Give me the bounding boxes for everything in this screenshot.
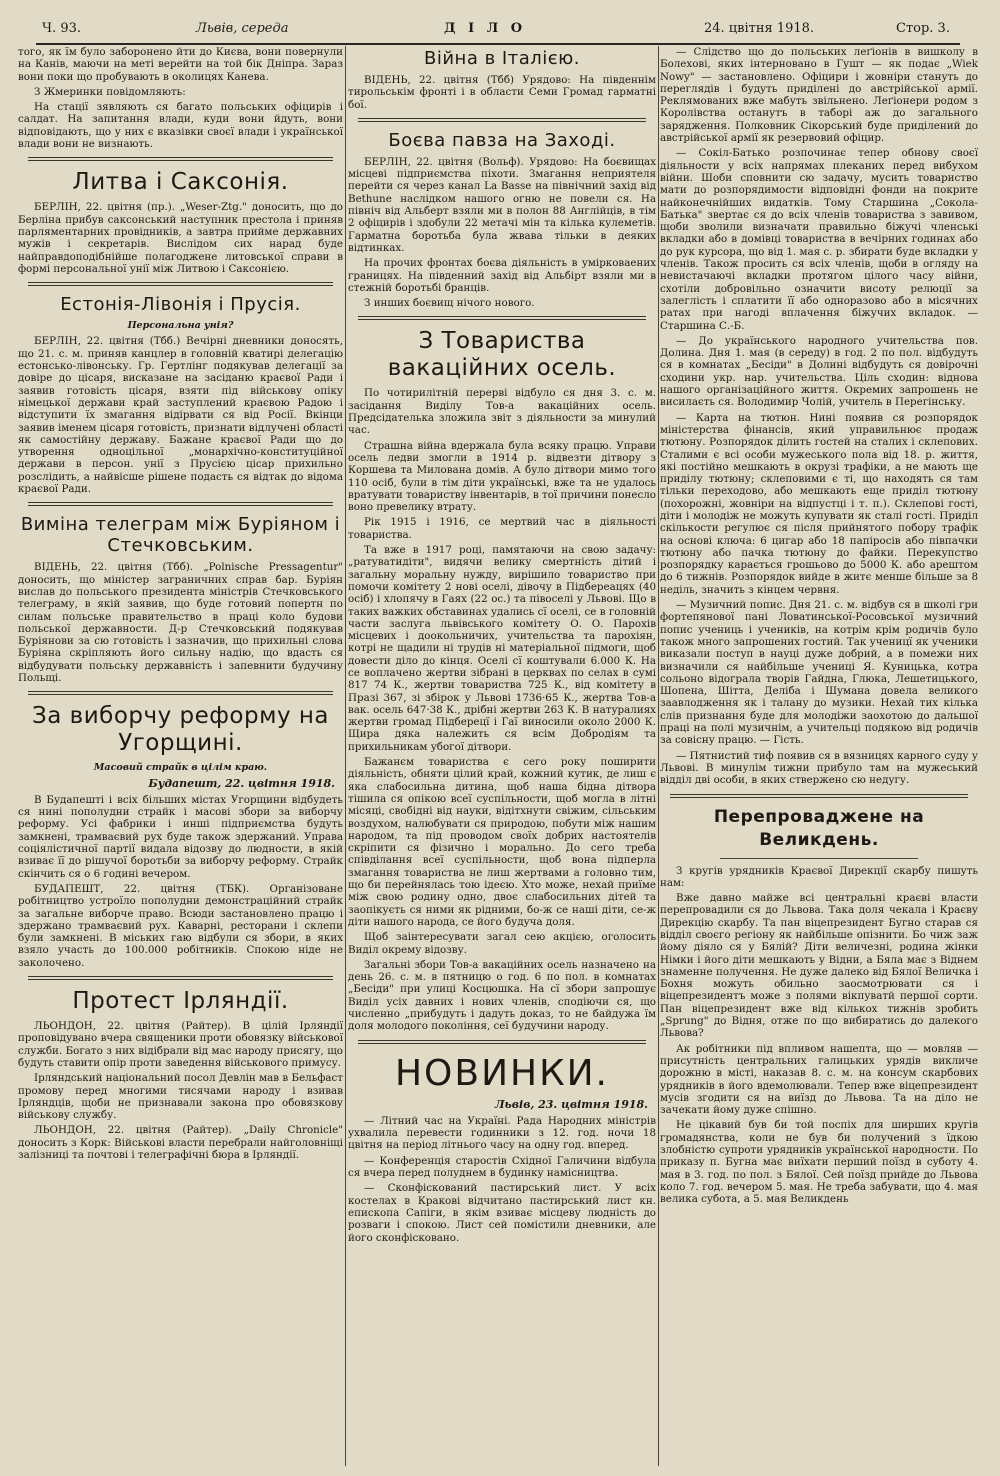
separator: [28, 282, 333, 286]
separator: [28, 502, 333, 506]
article-text: З Жмеринки повідомляють:: [34, 85, 186, 98]
news-item: — Конференція старостів Східної Галичини відбула ся вчера перед полуднем в будинку намісництва.: [348, 1154, 656, 1180]
masthead: [36, 17, 960, 45]
dateline: Львів, 23. цвітня 1918.: [494, 1097, 648, 1111]
column-rule: [658, 46, 659, 1466]
news-item: — Сконфіскований пастирський лист. У всіх костелах в Кракові відчитано пастирський лист кн. епископа Сапіги, в якім взиває місцеву людність до розваги і спокою. Лист сей помістили дневники, але його сконфісковано.: [348, 1182, 656, 1244]
news-item: — Музичний попис. Дня 21. с. м. відбув ся в школі гри фортепянової пані Ловатинської-Росовської музичний попис учениць і учеників, на котрім крім родичів було також много запрошених гостий. Так ученицї як ученики виказали поступ в науці дуже добрий, а в помежи них визначили ся найбільше учениці Я. Куницька, котра сольоно відограла творів Гайдна, Глюка, Лешетицького, Шопена, Шітта, Деліба і Шумана довела великого заавлодження як і талану до музики. Нехай тих кілька слів признання буде для молодіжи заохотою до дальшої праці на полі музичнім, а учительці подякою від родичів за совісну працю. — Гість.: [660, 599, 978, 747]
news-item: — Літний час на Україні. Рада Народних міністрів ухвалила перевести годинники з 12. год. ночи 18 цвітня на період літнього часу на одну год. вперед.: [348, 1114, 656, 1152]
separator: [358, 118, 646, 122]
article-text: Ірляндський національний посол Девлін мав в Бельфаст промову перед многими тисячами народу і взивав Ірляндців, щоби не признавали закона про обовязкову військову службу.: [18, 1072, 343, 1122]
article-text: того, як їм було заборонено йти до Києва, вони повернули на Канів, маючи на меті верейти на той бік Дніпра. Зараз вони поки що пробувають в околицях Канева.: [18, 46, 343, 83]
news-item: — Пятнистий тиф появив ся в вязницях карного суду у Львові. В минулім тижни прибуло там на мужеський відділ дві особи, в яких ствержено сю недугу.: [660, 749, 978, 787]
subheadline: Персональна унія?: [127, 320, 234, 332]
separator: [28, 157, 333, 161]
article-text: БЕРЛІН, 22. цвітня (Вольф). Урядово: На боєвищах місцеві підприємства піхоти. Змагання неприятеля перейти ся через канал La Basse на північний захід від Bethune наслідком нашого огню не повели ся. На північ від Альберт взяли ми в полон 88 Англійців, в тім 2 офіцирів і здобули 22 метачі мін та кілька кулеметів. Гарматна боротьба була жвава тільки в деяких відтинках.: [348, 155, 656, 254]
dateline: Будапешт, 22. цвітня 1918.: [148, 776, 335, 790]
article-text: ЛЬОНДОН, 22. цвітня (Райтер). „Daily Chronicle" доносить з Корк: Військові власти перебрали найголовніщі залізниці та почтові і телеграфічні бюра в Ірляндії.: [18, 1124, 343, 1161]
article-text: В Будапешті і всіх більших містах Угорщини відбудеть ся нині пополудни страйк і масові збори за виборчу реформу. Усі фабрики і инші підприємства будуть замкнені, трамваєвий рух буде також здержаний. Управа соціялістичної партії видала відозву до людности, в якій взиває її до рішучої боротьби за виборчу реформу. Страйк скінчить ся о 6 годині вечером.: [18, 793, 343, 880]
article-text: З инших боєвищ нічого нового.: [364, 297, 535, 310]
article-text: Бажанєм товариства є сего року поширити діяльність, обняти цілий край, кожний кутик, де лиш є яка слабосильна дитина, щоб наша бідна дітвора тішила ся опікою всеї суспільности, щоб могла в літні місяці, свобідні від науки, відітхнути свіжим, сільським воздухом, налюбувати ся природою, побути між нашим народом, та під проводом своїх добрих настоятелів скріпити ся фізично і морально. До сего треба співділання всеї суспільности, щоб вона підперла змагання товариства не лиш жертвами а головно тим, що би перейнялась тою ідеєю. Хто може, нехай приїме між свою родину одно, двоє слабосильних дітей та заопікуєть ся ними як рідними, бо-ж се наші діти, се-ж діти нашого народа, се його будуча доля.: [348, 756, 656, 928]
news-item: — Карта на тютюн. Нині появив ся розпорядок міністерства фінансів, який управильнює продаж тютюну. Розпорядок ділить гостей на сталих і склепових. Сталими є всі особи мужеського пола від 18. р. життя, які постійно мешкають в окрузі трафіки, а не мають ще приділу тютюну; склеповими є ті, що находять ся там тільки переходово, або мешкають еще приділ тютюну (похорожні, жовніри на відпустці і т. п.). Склепові гості, діти і молодіж не можуть купувати як сталі гості. Приділ скількости регулює ся після прийнятого поборy трафік на основі ключа: 6 цигар або 18 папіросів або півпачки тютюну або пачка тютюну до файки. Перекупство розпорядку карається грошьово до 5000 К. або арештом до 6 тижнів. Розпорядок вийде в житє менше більше за 8 неділь, значить з кінцем червня.: [660, 411, 978, 596]
headline-italy: Війна в Італією.: [424, 48, 580, 69]
column-left: [18, 46, 343, 1466]
article-text: З кругів урядників Краєвої Дирекції скарбу пишуть нам:: [660, 864, 978, 889]
subheadline: Масовий страйк в цілім краю.: [93, 762, 268, 774]
article-text: ЛЬОНДОН, 22. цвітня (Райтер). В цілій Ірляндії проповідувано вчера священики проти обовязку військової служби. Богато з них відібрали від мас народу присягу, що будуть ставити опір проти заведення військового примусу.: [18, 1020, 343, 1069]
headline-ireland: Протест Ірляндії.: [72, 988, 289, 1015]
headline-easter-transfer: Перепроваджене на Великдень.: [713, 806, 925, 850]
article-text: БЕРЛІН, 22. цвітня (Тбб.) Вечірні дневники доносять, що 21. с. м. приняв канцлер в головній кватирі делегацію естонсько-лівонську. Гр. Гертлінг подякував делегації за довіре до цісаря, висказане на засіданю краєвої Ради і заявив готовість цісаря, взяти під військову опіку німецької держави край заступлений краєвою Радою і відступити їх змагання відірвати ся від Росії. Вкінци заявив іменем цісаря готовість, признати відлучені області як самостійну державу. Бажане краєвої Ради що до утворення одноцільної „монархічно-конституційної держави в персон. унії з Прусією цісар прихильно розслідить, а найвісше рішене подасть ся відтак до відома краєвої Ради.: [18, 335, 343, 496]
issue-number: Ч. 93.: [42, 21, 81, 36]
headline-lithuania: Литва і Саксонія.: [72, 169, 289, 196]
column-rule: [345, 46, 346, 1466]
article-text: БУДАПЕШТ, 22. цвітня (ТБК). Організоване робітництво устроїло пополудни демонстраційний страйк за загальне виборче право. Всюди застановлено працю і здержано трамваєвий рух. Каварні, ресторани і склепи були замкнені. В міських гаю відбули ся збори, в яких взяло участь до 100.000 робітників. Спокою ніде не заколочено.: [18, 882, 343, 969]
headline-news: НОВИНКИ.: [394, 1052, 610, 1094]
article-text: Вже давно майже всі центральні краєві власти перепровадили ся до Львова. Така доля чекала і Краєву Дирекцію скарбу. Та пан віцепрезидент Бугно старав ся відділ своєго регіону як найбільше опізнити. Бо чиж заж йому діяло ся у Бялій? Діти величезні, родина жінки Німки і його діти мешкають у Відни, а Бяла має з Віднем знаменне получення. Не дуже далеко від Бялої Величка і Бохня можуть обильно заосмотрювати ся і віцепрезидентъ може з полями вікпуватй першої сорти. Пан віцепрезидент вже від кількох тижнів зробить „Sprung" до Відня, отже по що вибиратись до далекого Львова?: [660, 892, 978, 1040]
headline-west: Боєва павза на Заході.: [388, 129, 616, 151]
separator: [28, 691, 333, 695]
article-text: На стації зявляють ся багато польських офіцирів і салдат. На запитання влади, куди вони йдуть, вони відповідають, що у них є вказівки своєї влади і української влади вони не визнають.: [18, 101, 343, 151]
headline-hungary: За виборчу реформу на Угорщині.: [31, 703, 329, 757]
separator: [670, 794, 968, 798]
separator: [28, 976, 333, 980]
article-text: Щоб заінтересувати загал сею акцією, оголосить Виділ окрему відозву.: [348, 931, 656, 956]
article-text: Рік 1915 і 1916, се мертвий час в діяльності товариства.: [348, 516, 656, 541]
article-text: Та вже в 1917 році, памятаючи на свою задачу: „ратуватидіти", видячи велику смертність дітий і загальну моральну нужду, вирішило товариство при помочи комітету 2 нові оселі, дівочу в Підбереацях (40 осіб) і хлопячу в Гаях (22 ос.) та півоселі у Львові. Що в таких важких обставинах удались сї оселі, се в головній части заслуга львівського комітету О. О. Парохів місцевих і доокольничих, учительства та парохіян, котрі не щадили ні трудів ні матеріальної підмоги, щоб довести діло до кінця. Оселі сї коштували 6.000 К. На се воплачено жертви зібрані в церквах по селах в сумі 817 74 К., жертви товариства 725 К., від комітету в Празі 367, зі збірок у Львові 1736·65 К., жертва Тов-а вак. осель 647·38 К., дрібні жертви 263 К. В натуралиях жертви громад Підберецї і Гаї виносили около 2000 К. Щира дяка належить ся всім Добродіям та прихильникам убогої дітвори.: [348, 544, 656, 753]
column-middle: [348, 46, 656, 1466]
headline-vacation-society: З Товариства вакаційних осель.: [387, 328, 617, 382]
separator: [720, 858, 918, 859]
page-number: Стор. 3.: [896, 21, 950, 36]
article-text: ВІДЕНЬ, 22. цвітня (Тбб) Урядово: На південнім тирольськім фронті і в области Семи Громад гарматні бої.: [348, 74, 656, 111]
article-text: БЕРЛІН, 22. цвітня (пр.). „Weser-Ztg." доносить, що до Берліна прибув саксонський наступник престола і приняв парляментарних провідників, а завтра прийме державних мужів і секретарів. Вислідом сих нарад буде найправдоподібнійше полагоджене литовської справи в формі персональної унії між Литвою і Саксонією.: [18, 201, 343, 275]
article-text: Ак робітники під впливом нашепта, що — мовляв — присутність центральних галицьких урядів викличе дорожню в місті, наказав 8. с. м. на консум скарбових урядників в його вдемолювали. Тепер вже віцепрезидент мусів згодити ся на виїзд до Львова. Та на діло не зачекати йому дуже спішно.: [660, 1042, 978, 1117]
headline-telegrams: Виміна телеграм між Буріяном і Стечковським.: [20, 514, 341, 557]
article-text: ВІДЕНЬ, 22. цвітня (Тбб). „Polnische Pressagentur" доносить, що міністер заграничних справ бар. Буріян вислав до польського президента міністрів Стечковського телеграму, в якій заявив, що буде готовий попертн по силам польське правительство в праці коло будови польської державности. Д-р Стечковський подякував Буріянови за сю готовість і зазначив, що прихильні слова Буріяна скріпляють його сильну надію, що вдасть ся відбудувати польську державність і запевнити будучину Польщі.: [18, 561, 343, 684]
news-item: — Сокіл-Батько розпочинає тепер обнову своєї діяльности у всіх напрямах плеканих перед вибухом війни. Шоби сповнити сю задачу, мусить товариство мати до розпорядимости відповідні фонди на покрите найконечнійших видатків. Тому Старшина „Сокола-Батька" звертає ся до всіх членів товариства з завивом, щоби зволили визначати правильно біжучі членські вкладки або в домівці товариства в вечірних годинах або до рук курсора, що від 1. мая с. р. збирати буде вкладки у членів. Також просить ся всіх членів, щоби в огляду на невистачаючі вкладки протягом цілого часу війни, схотіли добровільно означити висоту релюції за залеглість і сплатити її або одноразово або в місячних ратах при нагоді вплачення біжучих вкладок. — Старшина С.-Б.: [660, 147, 978, 332]
article-text: Не цікавий був би той поспіх для ширших кругів громадянства, коли не був би получений з їдкою злобністю супроти урядників української народности. По приказу п. Бугна має виїхати перший поїзд в суботу 4. мая в 3. год. по пол. з Бялої. Сей поїзд прийде до Львова коло 7. год. вечером 5. мая. Не треба забувати, що 4. мая велика субота, а 5. мая Великдень: [660, 1119, 978, 1206]
column-right: [660, 46, 978, 1466]
news-item: — До українського народного учительства пов. Долина. Дня 1. мая (в середу) в год. 2 по пол. відбудуть ся в комнатах „Бесіди" в Долині відбудуть ся довірочні сходини укр. нар. учительства. Ціль сходин: віднова нашого організаційного життя. Окремих запрошень не висилаєть ся. Володимир Чолій, учитель в Перегінську.: [660, 334, 978, 409]
article-text: Загальні збори Тов-а вакаційних осель назначено на день 26. с. м. в пятницю о год. 6 по пол. в комнатах „Бесіди" при улиці Косцюшка. На сї збори запрошує Виділ усіх давних і нових членів, сподіючи ся, що численно „прибудуть і дадуть доказ, то не байдужа їм доля молодого покоління, сеї будучини народу.: [348, 958, 656, 1033]
issue-date: 24. цвітня 1918.: [704, 21, 815, 36]
separator: [358, 1040, 646, 1044]
article-text: По чотирилітній перерві відбуло ся дня 3. с. м. засідання Виділу Тов-а вакаційних осель. Предсідателька зложила звіт з діяльности за минулий час.: [348, 387, 656, 437]
separator: [358, 316, 646, 320]
news-item: — Слідство що до польських леґіонів в вишколу в Болехові, яких інтерновано в Гушт — як подає „Wiek Nowy" — застановлено. Офіцири і жовніри стануть до переглядів і будуть приділені до австрійської армії. Реклямованих вже мабуть звільнено. Леґіонери родом з Королівства останутъ в таборі аж до загального зарядження. Полковник Сікорський буде приділений до австрійської армії як резервовий офіцир.: [660, 46, 978, 145]
place-day: Львів, середа: [196, 21, 289, 36]
newspaper-name: Д І Л О: [444, 21, 527, 36]
headline-estonia: Естонія-Лівонія і Прусія.: [60, 294, 301, 316]
article-text: Страшна війна вдержала була всяку працю. Управи осель ледви змогли в 1914 р. відвезти дітвору з Коршева та Милована домів. А було дітвори мимо того 110 осіб, були в тім діти українські, вже та не удалось вратувати товариству інвентарів, в тої причини понесло воно превелику втрату.: [348, 439, 656, 514]
article-text: На прочих фронтах боєва діяльність в умірковаених границях. На південний захід від Альбірт взяли ми в стежній боротьбі бранців.: [348, 257, 656, 294]
